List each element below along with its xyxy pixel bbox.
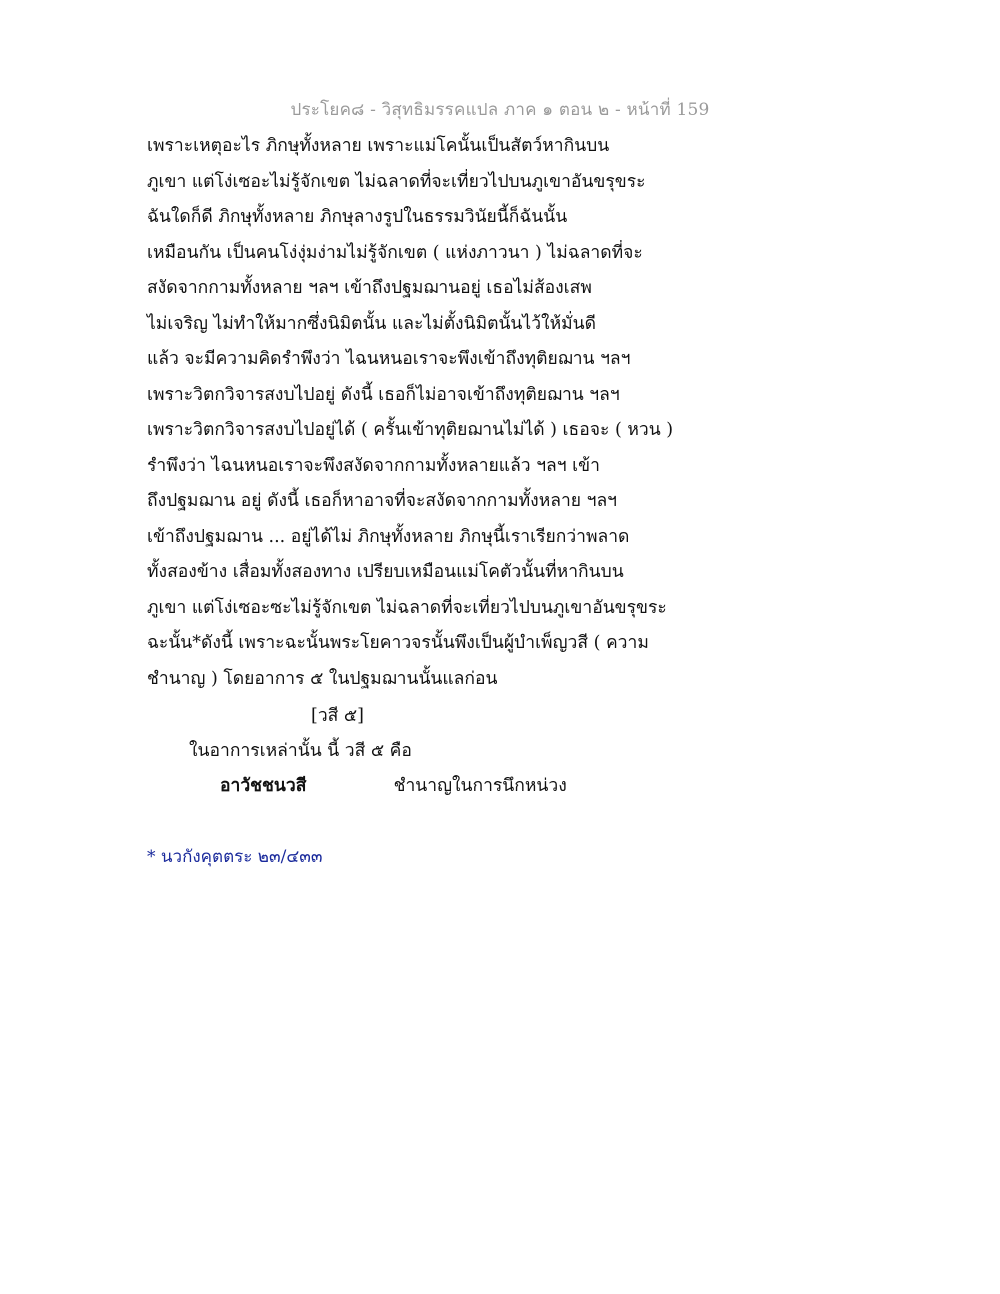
running-header: ประโยค๘ - วิสุทธิมรรคแปล ภาค ๑ ตอน ๒ - หน้าที่ 159 bbox=[290, 100, 710, 120]
term-definition: ชำนาญในการนึกหน่วง bbox=[393, 776, 567, 796]
body-line: ภูเขา แต่โง่เซอะไม่รู้จักเขต ไม่ฉลาดที่จะเที่ยวไปบนภูเขาอันขรุขระ bbox=[147, 171, 646, 192]
body-line: ฉันใดก็ดี ภิกษุทั้งหลาย ภิกษุลางรูปในธรรมวินัยนี้ก็ฉันนั้น bbox=[147, 207, 568, 227]
body-line: ชำนาญ ) โดยอาการ ๕ ในปฐมฌานนั้นแลก่อน bbox=[147, 668, 498, 689]
body-line: รำพึงว่า ไฉนหนอเราจะพึงสงัดจากกามทั้งหลายแล้ว ฯลฯ เข้า bbox=[147, 455, 600, 476]
body-line: เข้าถึงปฐมฌาน ... อยู่ได้ไม่ ภิกษุทั้งหลาย ภิกษุนี้เราเรียกว่าพลาด bbox=[147, 526, 630, 547]
term-label: อาวัชชนวสี bbox=[220, 776, 307, 796]
body-line: ฉะนั้น*ดังนี้ เพราะฉะนั้นพระโยคาวจรนั้นพึงเป็นผู้บำเพ็ญวสี ( ความ bbox=[147, 633, 649, 653]
body-line: สงัดจากกามทั้งหลาย ฯลฯ เข้าถึงปฐมฌานอยู่ เธอไม่ส้องเสพ bbox=[147, 278, 592, 298]
body-line: ถึงปฐมฌาน อยู่ ดังนี้ เธอก็หาอาจที่จะสงัดจากกามทั้งหลาย ฯลฯ bbox=[147, 491, 618, 511]
body-line: ทั้งสองข้าง เสื่อมทั้งสองทาง เปรียบเหมือนแม่โคตัวนั้นที่หากินบน bbox=[147, 562, 624, 582]
body-line: ภูเขา แต่โง่เซอะซะไม่รู้จักเขต ไม่ฉลาดที่จะเที่ยวไปบนภูเขาอันขรุขระ bbox=[147, 597, 667, 618]
section-heading: [วสี ๕] bbox=[311, 706, 364, 726]
body-line: เพราะวิตกวิจารสงบไปอยู่ ดังนี้ เธอก็ไม่อาจเข้าถึงทุติยฌาน ฯลฯ bbox=[147, 384, 620, 405]
body-line: แล้ว จะมีความคิดรำพึงว่า ไฉนหนอเราจะพึงเข้าถึงทุติยฌาน ฯลฯ bbox=[147, 349, 631, 369]
body-line: เหมือนกัน เป็นคนโง่งุ่มง่ามไม่รู้จักเขต ( แห่งภาวนา ) ไม่ฉลาดที่จะ bbox=[147, 242, 643, 263]
body-line: เพราะเหตุอะไร ภิกษุทั้งหลาย เพราะแม่โคนั้นเป็นสัตว์หากินบน bbox=[147, 136, 610, 156]
body-line: เพราะวิตกวิจารสงบไปอยู่ได้ ( ครั้นเข้าทุติยฌานไม่ได้ ) เธอจะ ( หวน ) bbox=[147, 420, 674, 440]
body-line: ไม่เจริญ ไม่ทำให้มากซึ่งนิมิตนั้น และไม่ตั้งนิมิตนั้นไว้ให้มั่นดี bbox=[147, 313, 596, 334]
intro-line: ในอาการเหล่านั้น นี้ วสี ๕ คือ bbox=[189, 741, 412, 761]
body-text bbox=[147, 133, 867, 701]
term-row bbox=[220, 771, 567, 799]
footnote: * นวกังคุตตระ ๒๓/๔๓๓ bbox=[147, 847, 323, 867]
